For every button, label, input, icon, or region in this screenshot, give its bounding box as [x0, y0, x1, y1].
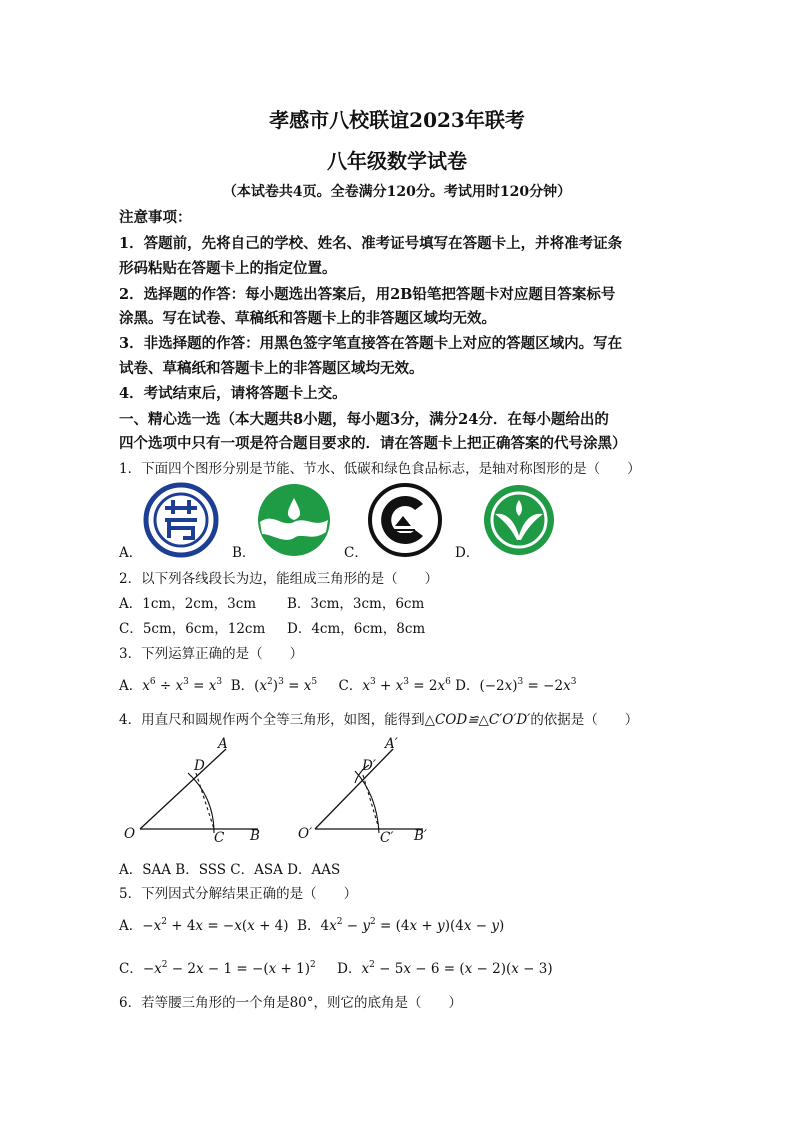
question-1-option-d: D．: [455, 545, 480, 561]
label-point-a: A: [218, 736, 228, 752]
label-point-b: B: [250, 828, 260, 844]
question-1-option-b: B．: [232, 545, 256, 561]
question-4-options: A．SAA B．SSS C．ASA D．AAS: [119, 862, 341, 878]
question-2-option-b: B．3cm，3cm，6cm: [287, 596, 425, 612]
label-point-o: O: [124, 826, 136, 842]
energy-saving-logo: [143, 482, 219, 562]
notice-item-1-line-1: 1．答题前，先将自己的学校、姓名、准考证号填写在答题卡上，并将准考证条: [119, 235, 623, 252]
notice-item-1-line-2: 形码粘贴在答题卡上的指定位置。: [119, 260, 337, 277]
construction-figure-right: [293, 735, 453, 850]
question-4-stem-suffix: 的依据是（ ）: [530, 712, 639, 728]
question-2-option-d: D．4cm，6cm，8cm: [287, 621, 426, 637]
question-6-stem: 6．若等腰三角形的一个角是80°，则它的底角是（ ）: [119, 995, 463, 1011]
label-point-b-prime: B′: [414, 828, 427, 844]
question-1-stem: 1．下面四个图形分别是节能、节水、低碳和绿色食品标志，是轴对称图形的是（ ）: [119, 461, 641, 477]
label-point-c-prime: C′: [380, 830, 394, 846]
label-point-c: C: [214, 830, 225, 846]
label-point-o-prime: O′: [298, 826, 313, 842]
notice-item-2-line-1: 2．选择题的作答：每小题选出答案后，用2B铅笔把答题卡对应题目答案标号: [119, 286, 616, 303]
green-food-logo: [481, 482, 557, 562]
question-2-option-a: A．1cm，2cm，3cm: [119, 596, 257, 612]
section-1-line-2: 四个选项中只有一项是符合题目要求的．请在答题卡上把正确答案的代号涂黑）: [119, 435, 627, 452]
exam-title: 孝感市八校联谊2023年联考: [269, 108, 525, 132]
notice-item-3-line-2: 试卷、草稿纸和答题卡上的非答题区域均无效。: [119, 360, 424, 377]
question-3-stem: 3．下列运算正确的是（ ）: [119, 646, 304, 662]
question-2-stem: 2．以下列各线段长为边，能组成三角形的是（ ）: [119, 571, 439, 587]
question-4-stem-prefix: 4．用直尺和圆规作两个全等三角形，如图，能得到: [119, 712, 425, 728]
section-1-line-1: 一、精心选一选（本大题共8小题，每小题3分，满分24分．在每小题给出的: [119, 411, 609, 428]
notice-item-2-line-2: 涂黑。写在试卷、草稿纸和答题卡上的非答题区域均无效。: [119, 310, 496, 327]
question-2-option-c: C．5cm，6cm，12cm: [119, 621, 266, 637]
question-1-option-a: A．: [119, 545, 143, 561]
exam-subtitle: 八年级数学试卷: [327, 149, 467, 173]
question-3-options: A．$x^6 \div x^3 = x^3$ B．$(x^2)^3 = x^5$ C．$x^3 + x^3 = 2x^6$ D．$(-2x)^3 = -2x^3$: [119, 677, 577, 694]
question-1-option-c: C．: [344, 545, 368, 561]
question-5-options-cd: C．$-x^2 - 2x - 1 = -(x + 1)^2$ D．$x^2 - 5x - 6 = (x - 2)(x - 3)$: [119, 960, 553, 977]
question-5-options-ab: A．$-x^2 + 4x = -x(x + 4)$ B．$4x^2 - y^2 = (4x + y)(4x - y)$: [119, 917, 505, 934]
notice-item-4: 4．考试结束后，请将答题卡上交。: [119, 385, 347, 402]
question-5-stem: 5．下列因式分解结果正确的是（ ）: [119, 886, 358, 902]
notice-item-3-line-1: 3．非选择题的作答：用黑色签字笔直接答在答题卡上对应的答题区域内。写在: [119, 335, 623, 352]
water-saving-logo: [256, 482, 332, 562]
label-point-d-prime: D′: [362, 758, 376, 774]
question-4-stem: [119, 708, 638, 728]
label-point-d: D: [194, 758, 205, 774]
low-carbon-logo: [367, 482, 443, 562]
question-4-stem-math: △COD≌△C′O′D′: [424, 712, 531, 728]
label-point-a-prime: A′: [385, 736, 398, 752]
notice-heading: 注意事项：: [119, 209, 192, 226]
exam-info: （本试卷共4页。全卷满分120分。考试用时120分钟）: [222, 184, 572, 200]
